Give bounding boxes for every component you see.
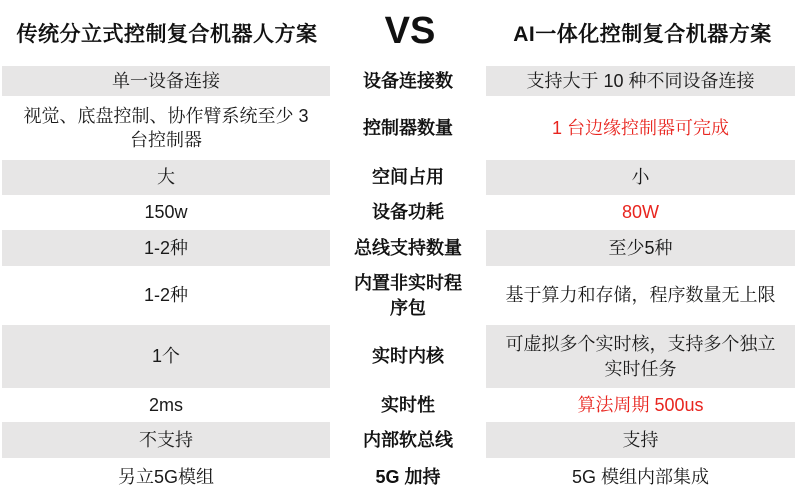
row-label bbox=[330, 388, 486, 422]
table-row bbox=[2, 266, 797, 325]
row-label-text: 空间占用 bbox=[372, 167, 444, 188]
traditional-value: 视觉、底盘控制、协作臂系统至少 3台控制器 bbox=[23, 105, 309, 150]
ai-value: 小 bbox=[486, 160, 795, 195]
ai-value: 算法周期 500us bbox=[577, 394, 704, 415]
ai-value: 1 台边缘控制器可完成 bbox=[551, 117, 729, 138]
table-row bbox=[2, 230, 797, 266]
row-label-text: 内部软总线 bbox=[363, 429, 453, 450]
table-row bbox=[2, 96, 797, 160]
row-label-text: 内置非实时程序包 bbox=[354, 273, 462, 318]
ai-value: 80W bbox=[621, 202, 659, 223]
table-row bbox=[2, 195, 797, 230]
left-column-title: 传统分立式控制复合机器人方案 bbox=[16, 23, 318, 46]
traditional-value: 不支持 bbox=[2, 422, 330, 458]
row-label bbox=[330, 266, 486, 325]
row-label bbox=[330, 325, 486, 388]
row-label-text: 设备连接数 bbox=[363, 70, 453, 91]
traditional-value: 大 bbox=[2, 160, 330, 195]
row-label-text: 实时内核 bbox=[372, 346, 444, 367]
traditional-value: 单一设备连接 bbox=[2, 66, 330, 96]
row-label bbox=[330, 230, 486, 266]
ai-value: 支持 bbox=[486, 422, 795, 458]
row-label-text: 控制器数量 bbox=[363, 117, 453, 138]
row-label bbox=[330, 458, 486, 496]
ai-value: 支持大于 10 种不同设备连接 bbox=[486, 66, 795, 96]
ai-value: 至少5种 bbox=[486, 230, 795, 266]
table-row bbox=[2, 388, 797, 422]
traditional-value: 1-2种 bbox=[2, 230, 330, 266]
traditional-value: 1-2种 bbox=[143, 285, 188, 306]
table-row bbox=[2, 66, 797, 96]
traditional-value: 2ms bbox=[148, 394, 183, 415]
row-label bbox=[330, 422, 486, 458]
row-label-text: 实时性 bbox=[381, 394, 435, 415]
traditional-value: 150w bbox=[144, 202, 188, 223]
comparison-header bbox=[0, 0, 800, 66]
row-label-text: 总线支持数量 bbox=[354, 237, 462, 258]
table-row bbox=[2, 160, 797, 195]
row-label bbox=[330, 160, 486, 195]
ai-value: 5G 模组内部集成 bbox=[571, 466, 709, 487]
traditional-value: 1个 bbox=[2, 325, 330, 388]
row-label-text: 5G 加持 bbox=[375, 466, 441, 487]
ai-value: 基于算力和存储，程序数量无上限 bbox=[505, 285, 776, 306]
right-column-title: AI一体化控制复合机器方案 bbox=[513, 23, 772, 46]
table-row bbox=[2, 458, 797, 496]
vs-label: VS bbox=[384, 10, 436, 52]
row-label bbox=[330, 96, 486, 160]
ai-value: 可虚拟多个实时核，支持多个独立实时任务 bbox=[486, 325, 795, 388]
row-label bbox=[330, 195, 486, 230]
comparison-table bbox=[0, 66, 800, 496]
row-label bbox=[330, 66, 486, 96]
traditional-value: 另立5G模组 bbox=[117, 466, 214, 487]
row-label-text: 设备功耗 bbox=[372, 202, 444, 223]
table-row bbox=[2, 325, 797, 388]
table-row bbox=[2, 422, 797, 458]
